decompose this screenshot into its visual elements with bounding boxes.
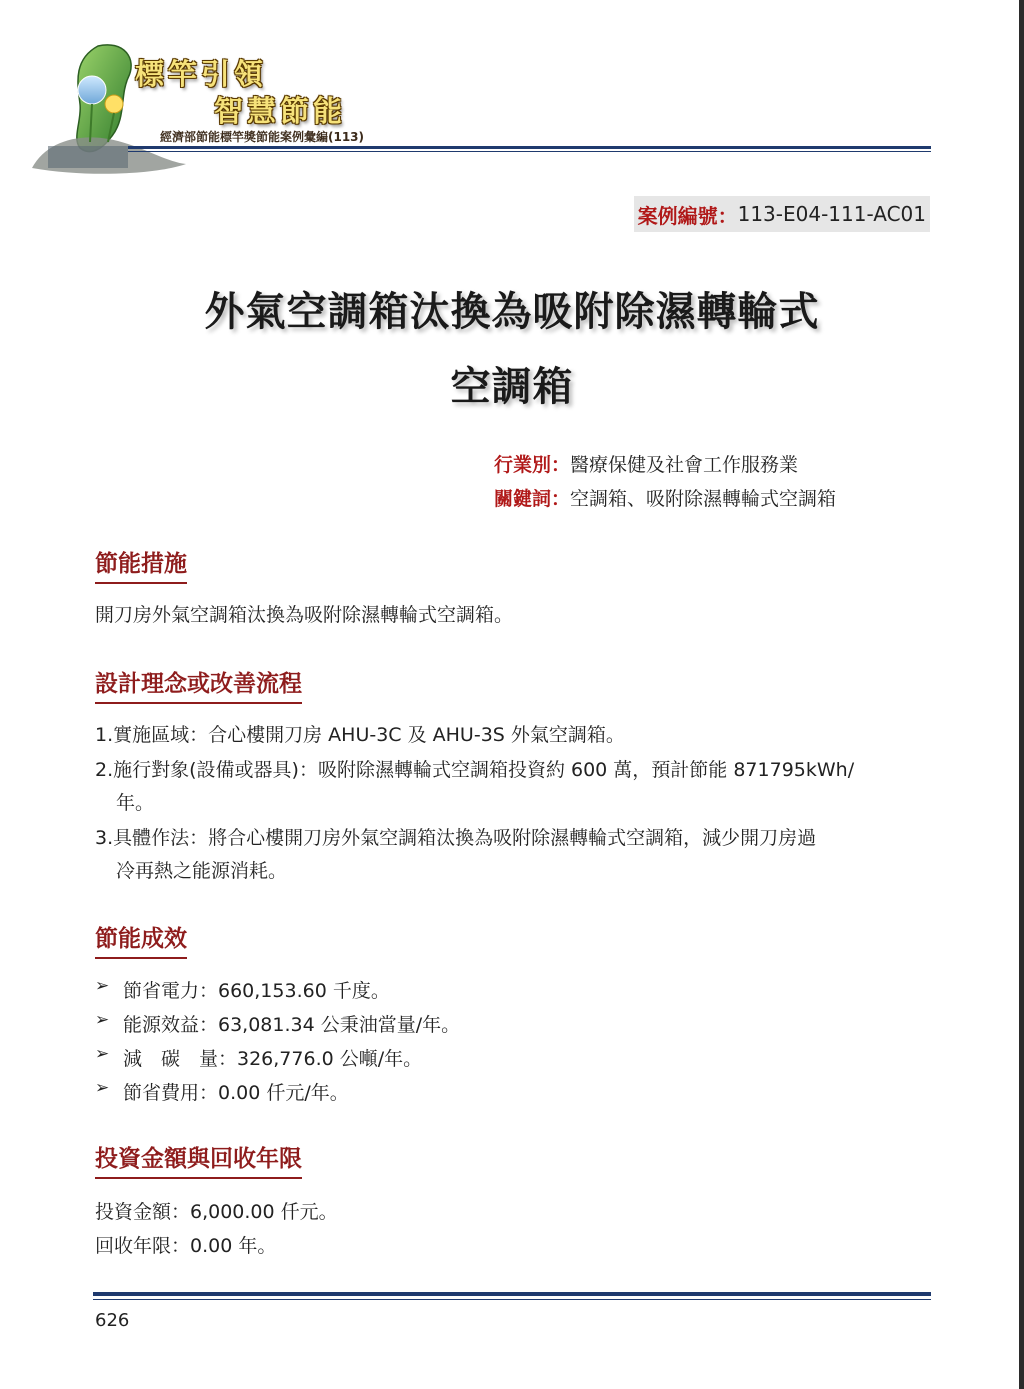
page-title-line-1: 外氣空調箱汰換為吸附除濕轉輪式 [204,289,820,335]
design-item-2-line-1: 2.施行對象(設備或器具)：吸附除濕轉輪式空調箱投資約 600 萬，預計節能 871795kWh/ [95,759,855,781]
results-item [95,1044,422,1071]
section-heading-results: 節能成效 [95,920,187,959]
results-item [95,976,390,1003]
footer-rule [93,1292,931,1296]
industry-label: 行業別： [494,454,571,476]
header-rule-thin [128,151,931,152]
page-title-line-2: 空調箱 [450,364,574,410]
design-item-1: 1.實施區域：合心樓開刀房 AHU-3C 及 AHU-3S 外氣空調箱。 [95,724,625,746]
results-item-text: 減 碳 量：326,776.0 公噸/年。 [123,1048,423,1070]
results-item-text: 節省費用：0.00 仟元/年。 [123,1082,349,1104]
slogan-line-1: 標竿引領 [135,57,268,91]
arrow-bullet-icon: ➢ [95,1010,110,1030]
keywords-value: 空調箱、吸附除濕轉輪式空調箱 [570,488,837,510]
arrow-bullet-icon: ➢ [95,976,110,996]
section-heading-measures: 節能措施 [95,545,187,584]
results-item-text: 能源效益：63,081.34 公秉油當量/年。 [123,1014,461,1036]
results-item [95,1078,349,1105]
design-item-3-line-2: 冷再熱之能源消耗。 [116,860,288,882]
page-number: 626 [95,1310,130,1331]
industry-row [494,450,798,477]
arrow-bullet-icon: ➢ [95,1078,110,1098]
investment-amount: 投資金額：6,000.00 仟元。 [95,1201,338,1223]
header-subtitle: 經濟部節能標竿獎節能案例彙編(113) [160,130,365,144]
payback-period: 回收年限：0.00 年。 [95,1235,277,1257]
header-rule [128,146,931,149]
results-item-text: 節省電力：660,153.60 千度。 [123,980,390,1002]
keywords-label: 關鍵詞： [494,488,571,510]
measures-text: 開刀房外氣空調箱汰換為吸附除濕轉輪式空調箱。 [95,604,514,626]
industry-value: 醫療保健及社會工作服務業 [570,454,799,476]
slogan-line-2: 智慧節能 [214,94,347,128]
case-number-label: 案例編號： [637,203,738,228]
case-number-box [634,196,930,232]
section-heading-design: 設計理念或改善流程 [95,665,302,704]
page-edge [1019,0,1024,1389]
section-heading-investment: 投資金額與回收年限 [95,1140,302,1179]
keywords-row [494,484,836,511]
arrow-bullet-icon: ➢ [95,1044,110,1064]
results-item [95,1010,460,1037]
design-item-3-line-1: 3.具體作法：將合心樓開刀房外氣空調箱汰換為吸附除濕轉輪式空調箱，減少開刀房過 [95,827,817,849]
design-item-2-line-2: 年。 [116,792,155,814]
case-number-value: 113-E04-111-AC01 [737,202,926,226]
footer-rule-thin [93,1299,931,1300]
